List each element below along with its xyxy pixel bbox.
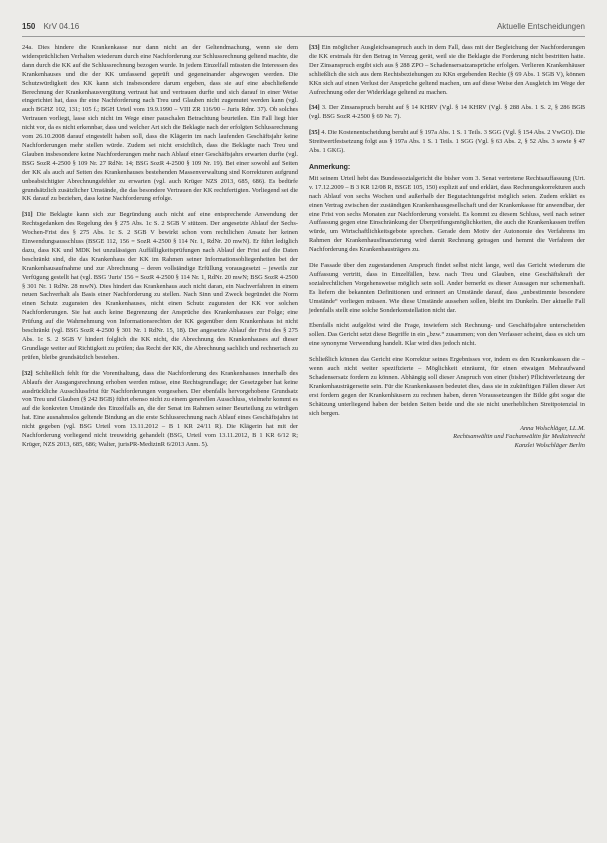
annotation-paragraph: Schließlich können das Gericht eine Korrektur seines Ergebnisses vor, indem es den Krankenkassen die – wenn auch nicht weiter spezifizierte – Möglichkeit einräumt, für einen etwaigen Mehraufwand Schadensersatz fordern zu können. Abhängig soll dieser Anspruch von einer (bisher) Pflichtverletzung der Krankenhausträgerseite sein. Für die Krankenkassen bedeutet dies, dass sie in zukünftigen Fällen dieser Art erst fordern gegen der Krankenhäusern zu rechnen haben, deren Voraussetzungen ihr Bilde gibt sogar die Schätzung unterliegend haben der beiden Seiten beide und die sie nicht unerheblichen Streitpotenzial in sich bergen. [309,356,585,417]
author-name: Anna Wolschläger, LL.M. [520,424,585,432]
header-left [22,22,79,31]
section-title: Aktuelle Entscheidungen [496,22,585,31]
paragraph [22,44,298,204]
paragraph-text: 4. Die Kostenentscheidung beruht auf § 197a Abs. 1 S. 1 Teils. 3 SGG (Vgl. § 154 Abs. 2 VwGO). Die Streitwertfestsetzung folgt aus § 197a Abs. 1 S. 1 Teils. 1 SGG (Vgl. § 63 Abs. 2, § 52 Abs. 3 sowie § 47 Abs. 1 GKG). [309,129,585,155]
paragraph-number: [31] [22,211,33,219]
annotation-paragraph: Mit seinem Urteil hebt das Bundessozialgericht die bisher vom 3. Senat vertretene Rechtsauffassung (Urt. v. 17.12.2009 – B 3 KR 12/08 R, BSGE 105, 150) explizit auf und erklärt, dass Rechnungskorrekturen auch nach Ablauf von sechs Wochen und außerhalb der Begutachtungsfrist möglich seien. Zudem erklärt es einen Vertrag zwischen der zuständigen Krankenhausgesellschaft und der Krankenkasse für anwendbar, der eine Frist von sechs Monaten zur Nachforderung vorsieht. Es kommt zu diesem Schluss, weil nach seiner Auffassung gegen eine Einschränkung der Überprüfungsmöglichkeiten, die auch die Krankenkassen treffen würde, um Wirtschaftlichkeitsgebote sprechen. Gerade dem Motiv der Autonomie des Verfahrens im Rahmen der Krankenhausfinanzierung wird damit Rechnung getragen und hemmt die Verfahren der Nachforderung des Krankenhausträgers zu. [309,174,585,254]
page-number: 150 [22,22,36,31]
paragraph [22,370,298,450]
left-column [22,44,298,450]
paragraph-number: [34] [309,104,320,112]
author-title: Rechtsanwältin und Fachanwältin für Medizinrecht [453,433,585,441]
right-column [309,44,585,451]
paragraph-number: [33] [309,44,320,51]
author-signature [309,425,585,452]
page-header [22,20,585,37]
author-firm: Kanzlei Wolschläger Berlin [514,442,585,450]
paragraph [22,211,298,362]
annotation-paragraph: Die Fassade über den zugestandenen Anspruch findet selbst nicht lange, weil das Gericht wiederum die Auffassung vertritt, dass in Einzelfällen, bzw. nach Treu und Glauben, eine Geschäftskraft der sozialrechtlichen Vorgehensweise möglich sein soll. Ander bemerkt es dieser Aussagen nur schemenhaft. Es liefern die bekannten Definitionen und erinnert an Umstände darauf, dass „unbestimmte besondere Umstände“ vorliegen müssen. Wie diese Umstände aussehen sollen, bleibt im Dunkeln. Der aktuelle Fall jedenfalls stellt eine solche Sonderkonstellation nicht dar. [309,262,585,314]
paragraph-text: 24a. Dies hindere die Krankenkasse nur dann nicht an der Geltendmachung, wenn sie dem widersprüchlichen Verhalten wiederum durch eine Nachforderung zur Schlussrechnung geltend machte, die dann durch die KK auf die Schlussrechnung bezogen wurde. In jedem Einzelfall müssten die Interessen des Krankenhauses und die der KK umfassend geprüft und gegeneinander abgewogen werden. Die Schutzwürdigkeit des KK kann sich insbesondere darum ergeben, dass sie auf eine abschließende Berechnung der Krankenhausvergütung vertraut hat und vertrauen durfte und sich darauf in einer Weise eingerichtet hat, dass ihr eine Nachforderung nach Treu und Glauben nicht zugemutet werden kann (vgl. auch BGHZ 102, 131; 105 f.; BGH Urteil vom 19.9.1990 – VIII ZR 116/90 – Juris Rdnr. 37). Ob solches Vertrauen vorliegt, lasse sich nicht im Wege einer pauschalen Betrachtung beurteilen. Ein Fall liegt hier nicht vor, da es nicht erkennbar, dass und welcher Art sich die Beklagte nach der erfolgten Schlussrechnung vom 26.10.2008 darauf eingestellt haben soll, dass die Klägerin im nach laufenden Geschäftsjahr keine Nachforderungen mehr stellen würde. Zudem sei nicht ersichtlich, dass die Beklagte nach Treu und Glauben insbesondere keine Nachforderungen mehr nach Ablauf einer Geschäftsjahrs erwarten durfte (vgl. BSG SozR 4-2500 § 109 Nr. 27 RdNr. 14; BSG SozR 4-2500 § 109 Nr. 19). Bei einer sowohl auf Seiten der KK als auch auf Seiten des Krankenhauses bestehenden Massenverwaltung sind Korrekturen aufgrund unbeabsichtigter Abrechnungsfehler zu erwarten (vgl. auch Krüger NZS 2013, 685, 686). Es bedürfe grundsätzlich zusätzlicher Umstände, die das besondere Vertrauen der KK rechtfertigten. Vorliegend sei die KK darauf zu beziehen, dass keine Nachforderung erfolge. [22,44,298,203]
paragraph [309,129,585,156]
paragraph-number: [32] [22,369,33,377]
paragraph [309,44,585,97]
paragraph-text: 3. Der Zinsanspruch beruht auf § 14 KHRV (Vgl. § 14 KHRV (Vgl. § 288 Abs. 1 S. 2, § 286 BGB (vgl. BSG SozR 4-2500 § 69 Nr. 7). [309,104,585,121]
paragraph [309,104,585,122]
paragraph-text: Ein möglicher Ausgleichsanspruch auch in dem Fall, dass mit der Begleichung der Nachforderungen die KK erstmals für den Betrag in Verzug gerät, weil sie die Beklagte die Forderung nicht bestritten hatte. Der Zinsanspruch ergibt sich aus § 288 ZPO – Schadensersatzansprüche erfolgen. Verlieren Krankenhäuser schließlich die sich aus dem Rechtsbeziehungen zu KKn ergebenden Rechte (§ 69 Abs. 1 SGB V), können KKn sich auf einen Verlust der Ansprüche geltend machen, um auf diese Weise den Ausgleich im Wege der Aufrechnung oder der Widerklage geltend zu machen. [309,44,585,96]
journal-name: KrV 04.16 [43,22,80,31]
annotation-paragraph: Ebenfalls nicht aufgelöst wird die Frage, inwiefern sich Rechnung- und Geschäftsjahre unterscheiden sollen. Das Gericht setzt diese Begriffe in ein „bzw.“ zusammen; von den Verfasser scheint, dass es sich um eine synonyme Verwendung handelt. Klar wird dies jedoch nicht. [309,322,585,348]
paragraph-number: [35] [309,129,320,137]
paragraph-text: Die Beklagte kann sich zur Begründung auch nicht auf eine entsprechende Anwendung der Rechtsgedanken des Regelung des § 275 Abs. 1c S. 2 SGB V stützen. Der angesetzte Ablauf der Sechs-Wochen-Frist des § 275 Abs. 1c S. 2 SGB V bewirkt schon vom rechtlichen Ansatz her keinen Einwendungsausschluss (BSGE 112, 156 = SozR 4-2500 § 114 Nr. 1, RdNr. 20 mwN). Er führt lediglich dazu, dass KK und MDK bei unzulässigen Auffälligkeitsprüfungen nach Ablauf der Frist auf die Daten beschränkt sind, die das Krankenhaus der KK im Rahmen seiner Informationsobliegenheiten bei der Krankenhausaufnahme und zur Abrechnung – deren vollständige Erfüllung vorausgesetzt – jeweils zur Verfügung gestellt hat (vgl. BSG 'Juris' 156 = SozR 4-2500 § 114 Nr. 1, RdNr. 20 mwN; BSG SozR 4-2500 § 301 Nr. 1 RdNr. 28 mwN). Dies hindert das Krankenhaus auch nicht daran, ein Nachverfahren in einem neuen Sachverhalt als Basis einer Nachforderung zu stellen. Nach Sinn und Zweck begründet die Norm einen Schutz zugunsten des Krankenhauses, nicht einen Schutz zugunsten der KK vor solchen Nachforderungen. Sie hat auch keine Begrenzung der Ansprüche des Krankenhauses zur Folge; eine Prüfung auf die Wahrnehmung von Informationsrechten der KK gegenüber dem Krankenhaus ist nicht beschränkt (vgl. BSG SozR 4-2500 § 301 Nr. 1 RdNr. 15, 18). Der angesetzte Ablauf der Frist des § 275 Abs. 1c S. 2 SGB V hindert folglich die KK nicht, die Abrechnung des Krankenhauses auf dieser Grundlage weiter auf Richtigkeit zu prüfen; das Recht der KK, die Abrechnung sachlich und rechnerisch zu prüfen, bleibe grundsätzlich bestehen. [22,211,298,361]
paragraph-text: Schließlich fehlt für die Vorenthaltung, dass die Nachforderung des Krankenhauses innerhalb des Ablaufs der Ausgangsrechnung erhoben werden müsse, eine Rechtsgrundlage; der Gesetzgeber hat keine ausdrückliche Ausschlussfrist für Nachforderungen vorgesehen. Der ebenfalls hervorgehobene Grundsatz von Treu und Glauben (§ 242 BGB) führt ebenso nicht zu einem generellen Ausschluss, vielmehr kommt es auf die konkreten Umstände des Einzelfalls an, die der Senat im Rahmen seiner Beurteilung zu würdigen hat. Eine ausnahmslos geltende Bindung an die erste Schlussrechnung nach Ablauf eines Geschäftsjahrs ist nicht gegeben (vgl. BSG Urteil vom 13.11.2012 – B 1 KR 24/11 R). Die Klägerin hat mit der Nachforderung vorliegend nicht treuwidrig gehandelt (BSG, Urteil vom 13.11.2012, B 1 KR 6/12 R; Krüger, NZS 2013, 685, 686; Walter, jurisPR-MedizinR 6/2013 Anm. 5). [22,369,298,448]
annotation-heading: Anmerkung: [309,163,351,171]
